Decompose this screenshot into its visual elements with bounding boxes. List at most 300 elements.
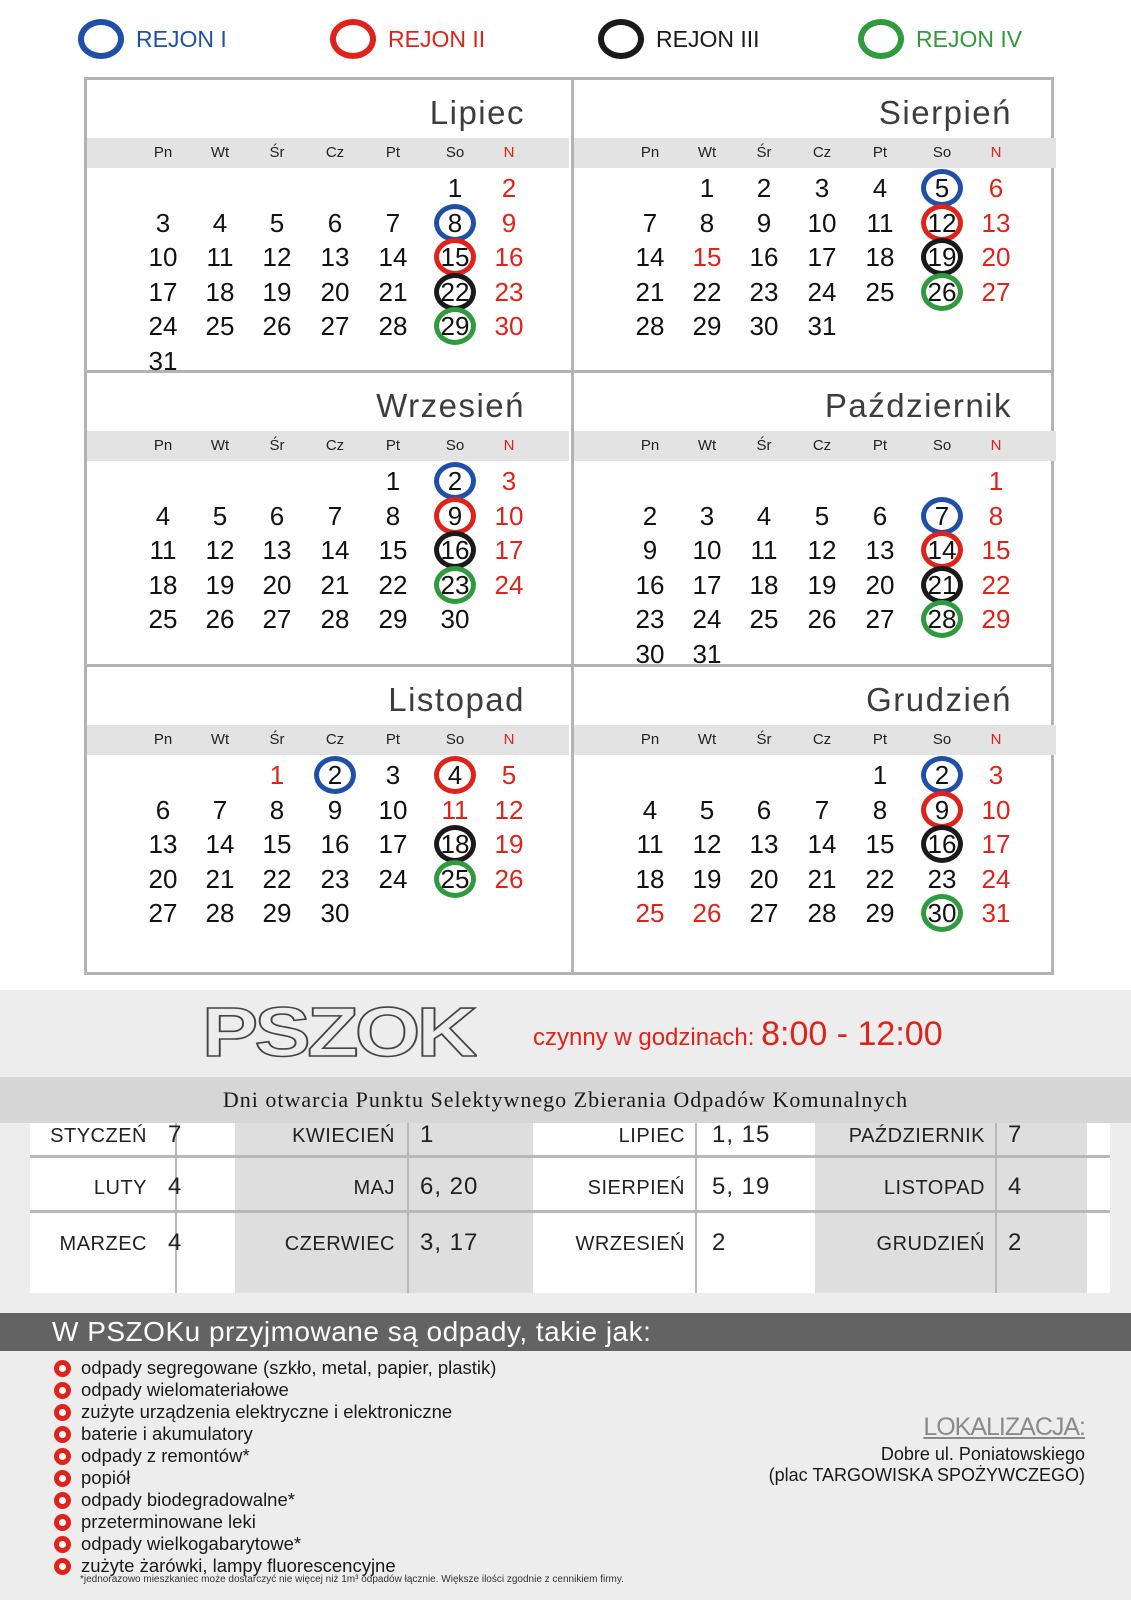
day-4 — [196, 206, 244, 240]
ring-icon — [330, 19, 376, 59]
schedule-col-line — [407, 1123, 409, 1293]
day-28 — [369, 309, 417, 343]
weekday-header — [574, 138, 1056, 168]
day-number: 1 — [988, 466, 1004, 496]
weekday-label: Pn — [640, 437, 660, 454]
day-1 — [253, 758, 301, 792]
day-19 — [683, 862, 731, 896]
month-title: Lipiec — [429, 94, 525, 131]
day-number: 13 — [262, 535, 292, 565]
day-number: 26 — [205, 604, 235, 634]
day-14 — [918, 533, 966, 567]
day-12 — [798, 533, 846, 567]
day-8 — [369, 499, 417, 533]
day-9 — [431, 499, 479, 533]
day-number: 17 — [807, 242, 837, 272]
day-20 — [972, 240, 1020, 274]
day-28 — [918, 602, 966, 636]
weekday-label: Wt — [210, 144, 230, 161]
weekday-label: Pn — [153, 437, 173, 454]
day-21 — [311, 568, 359, 602]
day-22 — [431, 275, 479, 309]
month-title: Październik — [824, 387, 1012, 424]
day-7 — [196, 793, 244, 827]
calendar-grid — [84, 77, 1054, 975]
day-number: 9 — [934, 794, 950, 825]
day-5 — [683, 793, 731, 827]
day-7 — [626, 206, 674, 240]
day-number: 22 — [440, 276, 470, 307]
day-30 — [431, 602, 479, 636]
weekday-label: Śr — [756, 437, 772, 454]
day-number: 18 — [148, 569, 178, 600]
day-number: 6 — [872, 500, 888, 531]
day-14 — [311, 533, 359, 567]
collection-marker-icon — [921, 531, 963, 569]
day-6 — [972, 171, 1020, 205]
day-number: 4 — [872, 173, 888, 203]
day-number: 6 — [155, 794, 171, 825]
day-6 — [311, 206, 359, 240]
day-28 — [311, 602, 359, 636]
day-number: 29 — [262, 898, 292, 928]
list-item-text: odpady wielkogabarytowe* — [81, 1533, 302, 1554]
day-number: 6 — [269, 500, 285, 531]
day-number: 13 — [320, 242, 350, 272]
day-number: 9 — [501, 207, 517, 238]
collection-marker-icon — [921, 600, 963, 638]
day-21 — [918, 568, 966, 602]
collection-marker-icon — [434, 204, 476, 242]
list-item — [54, 1511, 496, 1533]
list-item — [54, 1533, 496, 1555]
day-24 — [485, 568, 533, 602]
day-number: 6 — [327, 207, 343, 238]
day-number: 30 — [927, 898, 957, 928]
day-number: 15 — [981, 535, 1011, 565]
day-number: 25 — [865, 276, 895, 307]
day-18 — [196, 275, 244, 309]
day-22 — [972, 568, 1020, 602]
day-number: 15 — [262, 829, 292, 859]
day-6 — [856, 499, 904, 533]
day-number: 21 — [205, 863, 235, 894]
day-number: 20 — [981, 242, 1011, 272]
weekday-header — [574, 431, 1056, 461]
day-16 — [918, 827, 966, 861]
day-number: 2 — [642, 500, 658, 531]
schedule-month: KWIECIEŃ — [292, 1125, 395, 1147]
day-number: 9 — [642, 535, 658, 565]
schedule-days: 2 — [1008, 1229, 1023, 1256]
day-3 — [972, 758, 1020, 792]
day-10 — [798, 206, 846, 240]
day-29 — [972, 602, 1020, 636]
weekday-label: N — [503, 437, 515, 454]
day-number: 23 — [927, 863, 957, 894]
day-5 — [253, 206, 301, 240]
bullet-icon — [54, 1382, 71, 1399]
opening-schedule-table — [30, 1123, 1110, 1293]
accepted-waste-list — [54, 1357, 496, 1577]
day-number: 30 — [440, 604, 470, 634]
day-number: 30 — [635, 638, 665, 669]
day-number: 10 — [378, 794, 408, 825]
schedule-days: 4 — [168, 1229, 183, 1256]
ring-icon — [78, 19, 124, 59]
weekday-label: Pt — [385, 731, 401, 748]
day-number: 21 — [320, 569, 350, 600]
day-29 — [856, 896, 904, 930]
weekday-label: Wt — [697, 731, 717, 748]
day-26 — [918, 275, 966, 309]
opening-hours — [533, 1015, 943, 1054]
day-number: 24 — [807, 276, 837, 307]
weekday-label: Pt — [872, 144, 888, 161]
list-item-text: baterie i akumulatory — [81, 1423, 253, 1444]
day-17 — [369, 827, 417, 861]
day-19 — [485, 827, 533, 861]
weekday-label: Cz — [812, 144, 832, 161]
list-item-text: zużyte żarówki, lampy fluorescencyjne — [81, 1555, 396, 1576]
day-17 — [972, 827, 1020, 861]
schedule-row-line — [30, 1210, 1110, 1213]
day-3 — [139, 206, 187, 240]
day-11 — [740, 533, 788, 567]
location-address: Dobre ul. Poniatowskiego — [880, 1444, 1085, 1464]
weekday-label: Śr — [269, 437, 285, 454]
weekday-label: So — [932, 144, 952, 161]
day-number: 12 — [205, 535, 235, 565]
pszok-logo-text: PSZOK — [202, 1000, 477, 1062]
month-title: Wrzesień — [376, 387, 525, 424]
day-number: 11 — [750, 535, 778, 565]
day-5 — [918, 171, 966, 205]
day-number: 16 — [927, 829, 957, 859]
day-number: 1 — [385, 466, 401, 496]
day-15 — [369, 533, 417, 567]
day-number: 9 — [327, 794, 343, 825]
day-number: 25 — [148, 604, 178, 634]
day-25 — [626, 896, 674, 930]
collection-marker-icon — [434, 860, 476, 898]
day-number: 9 — [447, 500, 463, 531]
day-number: 7 — [934, 500, 950, 531]
day-12 — [196, 533, 244, 567]
day-5 — [196, 499, 244, 533]
day-number: 17 — [692, 569, 722, 600]
day-number: 7 — [814, 794, 830, 825]
day-26 — [683, 896, 731, 930]
legend-region-3 — [598, 16, 760, 62]
day-number: 30 — [749, 311, 779, 341]
day-number: 13 — [749, 829, 779, 859]
day-11 — [856, 206, 904, 240]
bullet-icon — [54, 1448, 71, 1465]
day-25 — [139, 602, 187, 636]
day-number: 8 — [269, 794, 285, 825]
day-6 — [253, 499, 301, 533]
day-number: 6 — [756, 794, 772, 825]
day-21 — [196, 862, 244, 896]
day-18 — [431, 827, 479, 861]
day-20 — [253, 568, 301, 602]
day-2 — [485, 171, 533, 205]
day-number: 24 — [692, 604, 722, 634]
weekday-label: Pt — [385, 437, 401, 454]
day-number: 20 — [148, 863, 178, 894]
schedule-days: 4 — [1008, 1173, 1023, 1200]
day-number: 28 — [635, 311, 665, 341]
day-25 — [856, 275, 904, 309]
day-number: 10 — [981, 794, 1011, 825]
day-17 — [139, 275, 187, 309]
day-number: 25 — [749, 604, 779, 634]
day-26 — [253, 309, 301, 343]
day-number: 11 — [441, 794, 469, 825]
day-10 — [485, 499, 533, 533]
day-1 — [369, 464, 417, 498]
weekday-header — [87, 725, 569, 755]
day-number: 27 — [320, 311, 350, 341]
day-22 — [683, 275, 731, 309]
schedule-days: 7 — [1008, 1121, 1023, 1148]
day-13 — [972, 206, 1020, 240]
day-4 — [431, 758, 479, 792]
day-18 — [139, 568, 187, 602]
bullet-icon — [54, 1426, 71, 1443]
day-14 — [196, 827, 244, 861]
ring-icon — [858, 19, 904, 59]
collection-marker-icon — [434, 238, 476, 276]
day-number: 10 — [692, 535, 722, 565]
day-25 — [740, 602, 788, 636]
day-31 — [972, 896, 1020, 930]
day-31 — [683, 637, 731, 671]
day-26 — [196, 602, 244, 636]
weekday-label: Cz — [812, 437, 832, 454]
bullet-icon — [54, 1514, 71, 1531]
day-13 — [253, 533, 301, 567]
schedule-month: PAŹDZIERNIK — [848, 1125, 985, 1147]
legend-region-4 — [858, 16, 1022, 62]
collection-marker-icon — [434, 307, 476, 345]
day-number: 1 — [699, 173, 715, 203]
day-17 — [798, 240, 846, 274]
day-number: 3 — [988, 760, 1004, 790]
day-22 — [369, 568, 417, 602]
schedule-days: 7 — [168, 1121, 183, 1148]
day-24 — [139, 309, 187, 343]
day-27 — [253, 602, 301, 636]
day-number: 29 — [865, 898, 895, 928]
day-17 — [683, 568, 731, 602]
day-number: 8 — [872, 794, 888, 825]
day-number: 13 — [148, 829, 178, 859]
day-number: 3 — [501, 466, 517, 496]
collection-marker-icon — [921, 894, 963, 932]
day-number: 28 — [927, 604, 957, 634]
list-item — [54, 1489, 496, 1511]
day-number: 27 — [865, 604, 895, 634]
day-number: 22 — [692, 276, 722, 307]
day-24 — [683, 602, 731, 636]
day-29 — [253, 896, 301, 930]
footnote: *jednorazowo mieszkaniec może dostarczyć nie więcej niż 1m³ odpadów łącznie. Większe ilości zgodnie z cennikiem firmy. — [80, 1574, 624, 1585]
weekday-label: N — [503, 731, 515, 748]
day-number: 5 — [814, 500, 830, 531]
weekday-label: Cz — [812, 731, 832, 748]
day-2 — [918, 758, 966, 792]
day-17 — [485, 533, 533, 567]
weekday-label: Śr — [756, 731, 772, 748]
day-number: 3 — [814, 173, 830, 203]
day-number: 11 — [636, 829, 664, 859]
day-number: 29 — [692, 311, 722, 341]
schedule-month: STYCZEŃ — [50, 1125, 147, 1147]
month-2 — [574, 80, 1056, 376]
day-number: 14 — [378, 242, 408, 272]
day-number: 14 — [205, 829, 235, 859]
day-15 — [856, 827, 904, 861]
day-19 — [798, 568, 846, 602]
day-number: 10 — [148, 242, 178, 272]
legend-label: REJON IV — [916, 25, 1023, 52]
day-3 — [798, 171, 846, 205]
day-26 — [798, 602, 846, 636]
day-4 — [626, 793, 674, 827]
location-block — [769, 1413, 1085, 1486]
day-3 — [683, 499, 731, 533]
day-19 — [253, 275, 301, 309]
day-23 — [918, 862, 966, 896]
day-23 — [311, 862, 359, 896]
day-18 — [626, 862, 674, 896]
day-number: 28 — [378, 311, 408, 341]
schedule-col-line — [995, 1123, 997, 1293]
day-31 — [798, 309, 846, 343]
schedule-shade — [235, 1123, 533, 1293]
collection-marker-icon — [921, 756, 963, 794]
weekday-label: Pn — [153, 731, 173, 748]
day-6 — [139, 793, 187, 827]
day-16 — [311, 827, 359, 861]
day-number: 29 — [378, 604, 408, 634]
day-number: 23 — [635, 604, 665, 634]
day-26 — [485, 862, 533, 896]
day-20 — [311, 275, 359, 309]
day-7 — [369, 206, 417, 240]
day-9 — [740, 206, 788, 240]
weekday-label: Śr — [269, 144, 285, 161]
day-4 — [740, 499, 788, 533]
day-number: 8 — [988, 500, 1004, 531]
bullet-icon — [54, 1360, 71, 1377]
schedule-month: LUTY — [93, 1177, 147, 1199]
day-number: 19 — [494, 829, 524, 859]
day-number: 10 — [807, 207, 837, 238]
day-13 — [856, 533, 904, 567]
day-12 — [253, 240, 301, 274]
day-number: 28 — [807, 898, 837, 928]
day-number: 14 — [807, 829, 837, 859]
day-27 — [139, 896, 187, 930]
day-10 — [139, 240, 187, 274]
list-item-text: przeterminowane leki — [81, 1511, 256, 1532]
day-number: 8 — [699, 207, 715, 238]
day-number: 11 — [206, 242, 234, 272]
day-18 — [740, 568, 788, 602]
day-number: 23 — [749, 276, 779, 307]
schedule-days: 2 — [712, 1229, 727, 1256]
day-number: 20 — [865, 569, 895, 600]
day-number: 16 — [749, 242, 779, 272]
day-number: 21 — [635, 276, 665, 307]
day-number: 19 — [927, 242, 957, 272]
day-number: 29 — [440, 311, 470, 341]
collection-marker-icon — [921, 238, 963, 276]
day-11 — [196, 240, 244, 274]
ring-icon — [598, 19, 644, 59]
day-number: 12 — [927, 207, 957, 238]
legend-label: REJON II — [388, 25, 486, 52]
day-4 — [856, 171, 904, 205]
day-23 — [485, 275, 533, 309]
day-9 — [626, 533, 674, 567]
day-number: 14 — [927, 535, 957, 565]
day-9 — [918, 793, 966, 827]
day-number: 18 — [205, 276, 235, 307]
day-number: 26 — [927, 276, 957, 307]
day-number: 19 — [205, 569, 235, 600]
day-11 — [626, 827, 674, 861]
weekday-label: N — [503, 144, 515, 161]
collection-marker-icon — [921, 791, 963, 829]
day-number: 4 — [155, 500, 171, 531]
day-number: 22 — [378, 569, 408, 600]
weekday-label: Cz — [325, 144, 345, 161]
day-3 — [485, 464, 533, 498]
day-number: 12 — [262, 242, 292, 272]
day-12 — [918, 206, 966, 240]
day-number: 22 — [262, 863, 292, 894]
schedule-month: MAJ — [353, 1177, 395, 1199]
day-number: 31 — [807, 311, 837, 341]
day-20 — [740, 862, 788, 896]
day-number: 23 — [320, 863, 350, 894]
day-7 — [311, 499, 359, 533]
list-item — [54, 1357, 496, 1379]
day-number: 26 — [807, 604, 837, 634]
day-13 — [139, 827, 187, 861]
day-20 — [139, 862, 187, 896]
day-22 — [856, 862, 904, 896]
schedule-days: 3, 17 — [420, 1229, 479, 1256]
schedule-month: MARZEC — [59, 1233, 147, 1255]
day-22 — [253, 862, 301, 896]
collection-marker-icon — [921, 825, 963, 863]
day-8 — [431, 206, 479, 240]
day-number: 15 — [865, 829, 895, 859]
collection-marker-icon — [434, 531, 476, 569]
day-6 — [740, 793, 788, 827]
day-12 — [683, 827, 731, 861]
day-number: 28 — [205, 898, 235, 928]
weekday-label: Pt — [872, 437, 888, 454]
day-number: 5 — [699, 794, 715, 825]
day-10 — [683, 533, 731, 567]
hours-value: 8:00 - 12:00 — [761, 1015, 943, 1053]
